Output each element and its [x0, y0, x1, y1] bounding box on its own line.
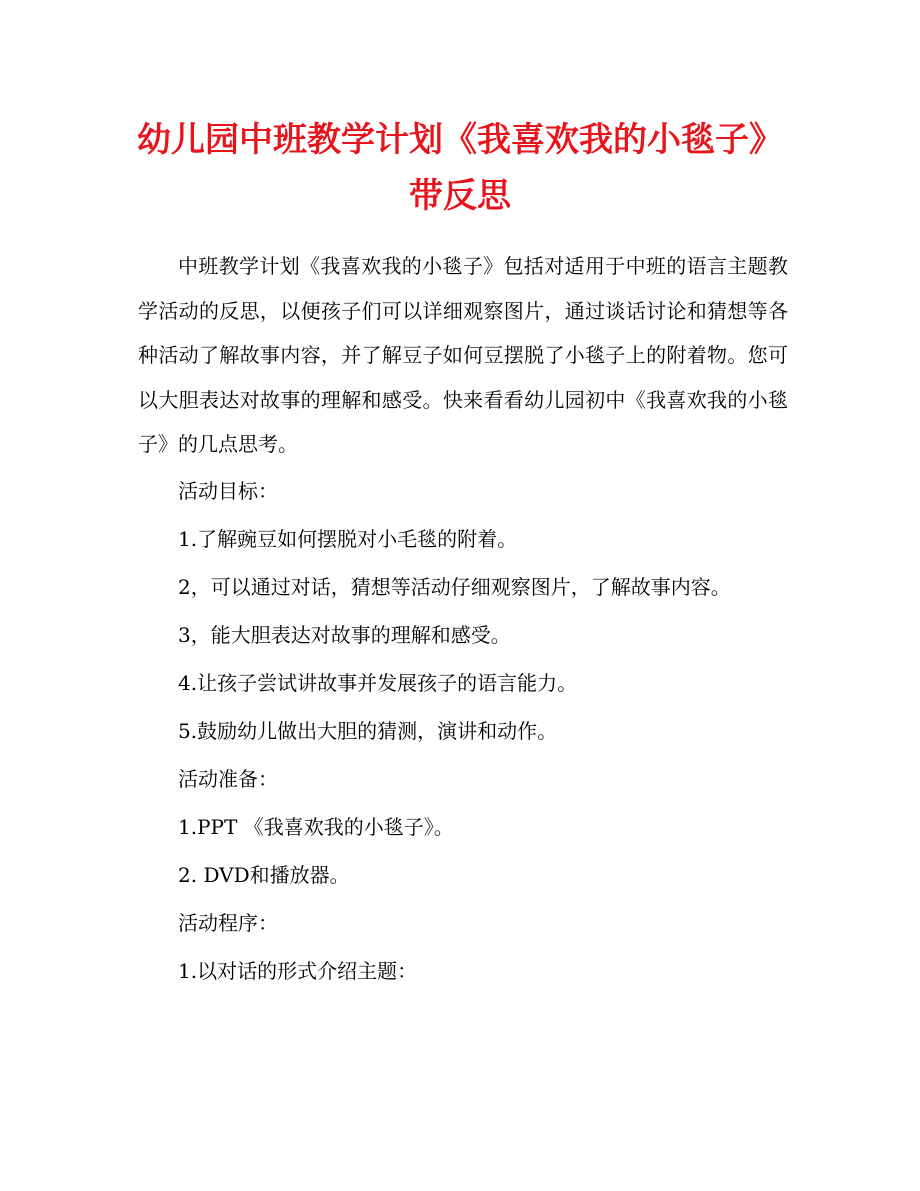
- procedure-item-1: 1.以对话的形式介绍主题：: [178, 958, 418, 983]
- preparation-item-2: 2. DVD和播放器。: [178, 862, 350, 887]
- section-heading-goals: 活动目标：: [178, 478, 278, 503]
- document-title: [120, 112, 800, 224]
- title-line-2: 带反思: [409, 176, 511, 216]
- section-heading-preparation: 活动准备：: [178, 766, 278, 791]
- goal-item-4: 4.让孩子尝试讲故事并发展孩子的语言能力。: [178, 670, 578, 695]
- document-body: [138, 244, 788, 995]
- title-line-1: 幼儿园中班教学计划《我喜欢我的小毯子》: [137, 120, 783, 160]
- section-heading-procedure: 活动程序：: [178, 910, 278, 935]
- intro-paragraph: 中班教学计划《我喜欢我的小毯子》包括对适用于中班的语言主题教学活动的反思，以便孩子们可以详细观察图片，通过谈话讨论和猜想等各种活动了解故事内容，并了解豆子如何豆摆脱了小毯子上的附着物。您可以大胆表达对故事的理解和感受。快来看看幼儿园初中《我喜欢我的小毯子》的几点思考。: [138, 254, 788, 456]
- goal-item-1: 1.了解豌豆如何摆脱对小毛毯的附着。: [178, 526, 518, 551]
- goal-item-5: 5.鼓励幼儿做出大胆的猜测，演讲和动作。: [178, 718, 558, 743]
- preparation-item-1: 1.PPT 《我喜欢我的小毯子》。: [178, 814, 454, 839]
- goal-item-2: 2，可以通过对话，猜想等活动仔细观察图片，了解故事内容。: [178, 574, 731, 599]
- goal-item-3: 3，能大胆表达对故事的理解和感受。: [178, 622, 511, 647]
